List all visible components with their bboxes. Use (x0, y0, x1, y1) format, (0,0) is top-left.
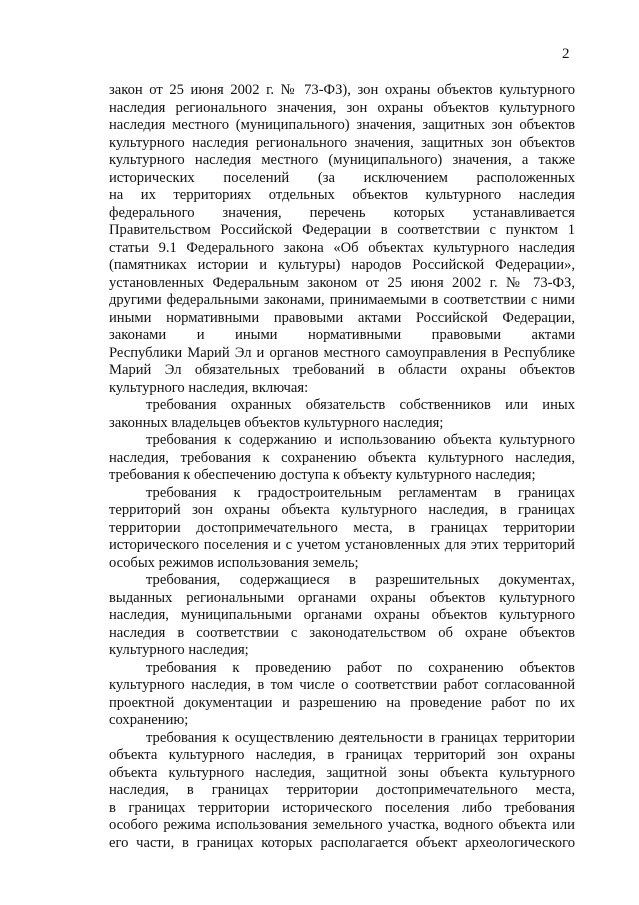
text-line: исторического поселения и с учетом установленных для этих территорий (109, 537, 575, 553)
text-line: особых режимов использования земель; (109, 554, 359, 571)
text-line: территорий зон охраны объекта культурного наследия, в границах (109, 502, 575, 518)
text-line: требования охранных обязательств собственников или иных (146, 397, 575, 413)
text-line: в границах территории исторического поселения либо требования (109, 799, 575, 816)
text-line: наследия местного (муниципального) значения, защитных зон объектов (109, 117, 575, 133)
text-line: территории достопримечательного места, в границах территории (109, 519, 575, 536)
text-line: культурного наследия регионального значения, защитных зон объектов (109, 134, 575, 151)
text-line: Правительством Российской Федерации в соответствии с пунктом 1 (109, 222, 575, 238)
text-line: наследия, муниципальными органами охраны объектов культурного (109, 607, 575, 623)
text-line: культурного наследия, в том числе о соответствии работ согласованной (109, 677, 575, 693)
text-line: объекта культурного наследия, защитной зоны объекта культурного (109, 764, 575, 781)
text-line: наследия регионального значения, зон охраны объектов культурного (109, 99, 575, 116)
text-line: культурного наследия, включая: (109, 379, 309, 396)
text-line: требования к осуществлению деятельности в границах территории (146, 729, 575, 746)
text-line: Марий Эл обязательных требований в области охраны объектов (109, 362, 575, 378)
text-line: требования, содержащиеся в разрешительных документах, (146, 572, 575, 588)
text-line: культурного наследия; (109, 642, 249, 658)
text-line: требования к проведению работ по сохранению объектов (146, 659, 575, 676)
text-line: требования к обеспечению доступа к объекту культурного наследия; (109, 467, 536, 483)
text-line: его части, в границах которых располагается объект археологического (109, 834, 575, 851)
text-line: (памятниках истории и культуры) народов Российской Федерации», (109, 257, 575, 273)
text-line: выданных региональными органами охраны объектов культурного (109, 589, 575, 606)
text-line: наследия в соответствии с законодательством об охране объектов (109, 624, 575, 641)
text-line: на их территориях отдельных объектов культурного наследия (109, 187, 575, 203)
text-line: законных владельцев объектов культурного наследия; (109, 414, 444, 431)
text-line: Республики Марий Эл и органов местного самоуправления в Республике (109, 344, 575, 361)
text-line: статьи 9.1 Федерального закона «Об объектах культурного наследия (109, 239, 575, 256)
text-line: установленных Федеральным законом от 25 июня 2002 г. № 73-ФЗ, (109, 274, 575, 291)
text-line: сохранению; (109, 712, 189, 728)
text-line: наследия, требования к сохранению объекта культурного наследия, (109, 449, 575, 466)
text-line: исторических поселений (за исключением расположенных (109, 169, 575, 186)
text-line: требования к градостроительным регламентам в границах (146, 484, 575, 501)
text-line: особого режима использования земельного участка, водного объекта или (109, 817, 575, 833)
text-line: требования к содержанию и использованию объекта культурного (146, 432, 575, 448)
page-number: 2 (562, 46, 570, 62)
text-line: другими федеральными законами, принимаемыми в соответствии с ними (109, 292, 575, 308)
text-line: объекта культурного наследия, в границах территорий зон охраны (109, 747, 575, 763)
text-line: иными нормативными правовыми актами Российской Федерации, (109, 309, 575, 326)
text-line: наследия, в границах территории достопримечательного места, (109, 782, 575, 798)
text-line: законами и иными нормативными правовыми актами (109, 327, 575, 343)
text-line: закон от 25 июня 2002 г. № 73-ФЗ), зон охраны объектов культурного (109, 82, 575, 98)
document-body-text (109, 82, 575, 852)
text-line: проектной документации и разрешению на проведение работ по их (109, 694, 575, 711)
text-line: федерального значения, перечень которых устанавливается (109, 204, 575, 221)
text-line: культурного наследия местного (муниципального) значения, а также (109, 152, 575, 168)
